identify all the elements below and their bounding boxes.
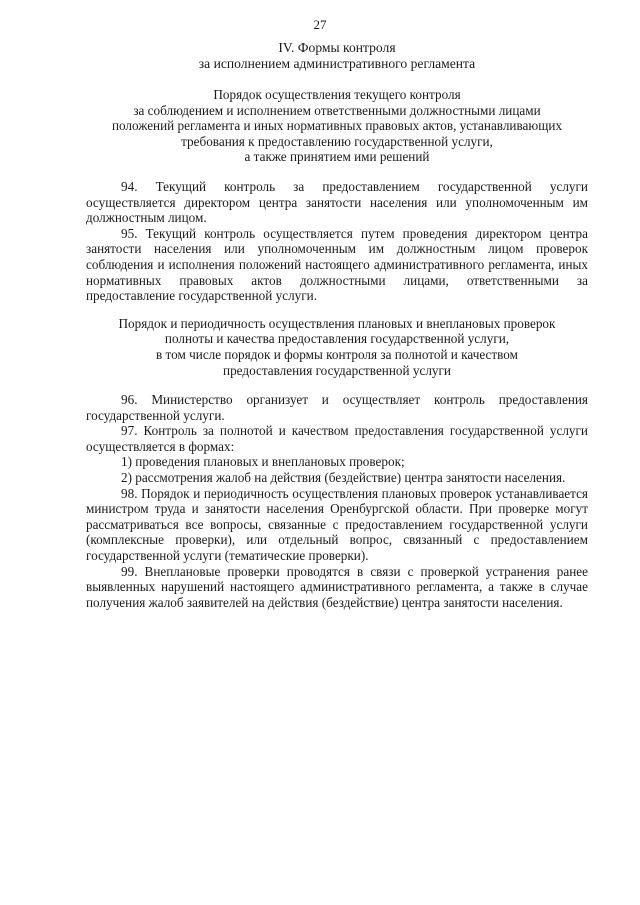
paragraph-94: 94. Текущий контроль за предоставлением государственной услуги осуществляется директором центра занятости населения или уполномоченным им должностным лицом. <box>86 178 588 226</box>
heading-line: требования к предоставлению государственной услуги, <box>181 133 493 149</box>
heading-line: Порядок осуществления текущего контроля <box>213 87 461 102</box>
paragraph-97: 97. Контроль за полнотой и качеством предоставления государственной услуги осуществляется в формах: <box>86 423 588 454</box>
heading-line: а также принятием ими решений <box>244 149 430 165</box>
subsection-2-heading <box>86 316 588 378</box>
heading-line: положений регламента и иных нормативных правовых актов, устанавливающих <box>111 118 563 134</box>
paragraph-99: 99. Внеплановые проверки проводятся в связи с проверкой устранения ранее выявленных нарушений настоящего административного регламента, а также в случае получения жалоб заявителей на действия (бездействие) центра занятости населения. <box>86 563 588 610</box>
section-title-line: за исполнением административного регламента <box>198 56 476 71</box>
section-title-line: IV. Формы контроля <box>278 40 396 55</box>
list-item: 2) рассмотрения жалоб на действия (бездействие) центра занятости населения. <box>121 470 566 486</box>
list-item: 1) проведения плановых и внеплановых проверок; <box>121 454 405 470</box>
paragraph-98: 98. Порядок и периодичность осуществления плановых проверок устанавливается министром труда и занятости населения Оренбургской области. При проверке могут рассматриваться все вопросы, связанные с предоставлением государственной услуги (комплексные проверки), или отдельный вопрос, связанный с предоставлением государственной услуги (тематические проверки). <box>86 485 588 564</box>
subsection-1-body <box>86 179 588 304</box>
page-content <box>86 40 588 610</box>
paragraph-96: 96. Министерство организует и осуществляет контроль предоставления государственной услуги. <box>86 392 588 423</box>
subsection-1-heading <box>86 87 588 165</box>
heading-line: за соблюдением и исполнением ответственными должностными лицами <box>133 102 541 118</box>
section-title <box>86 40 588 72</box>
heading-line: предоставления государственной услуги <box>223 362 451 378</box>
subsection-2-body <box>86 392 588 610</box>
heading-line: в том числе порядок и формы контроля за полнотой и качеством <box>156 346 518 362</box>
heading-line: полноты и качества предоставления государственной услуги, <box>164 331 510 347</box>
page-number: 27 <box>313 17 327 32</box>
heading-line: Порядок и периодичность осуществления плановых и внеплановых проверок <box>118 315 556 331</box>
paragraph-95: 95. Текущий контроль осуществляется путем проведения директором центра занятости населения или уполномоченным им должностным лицом проверок соблюдения и исполнения положений настоящего административного регламента, иных нормативных правовых актов должностными лицами, ответственными за предоставление государственной услуги. <box>86 225 588 304</box>
